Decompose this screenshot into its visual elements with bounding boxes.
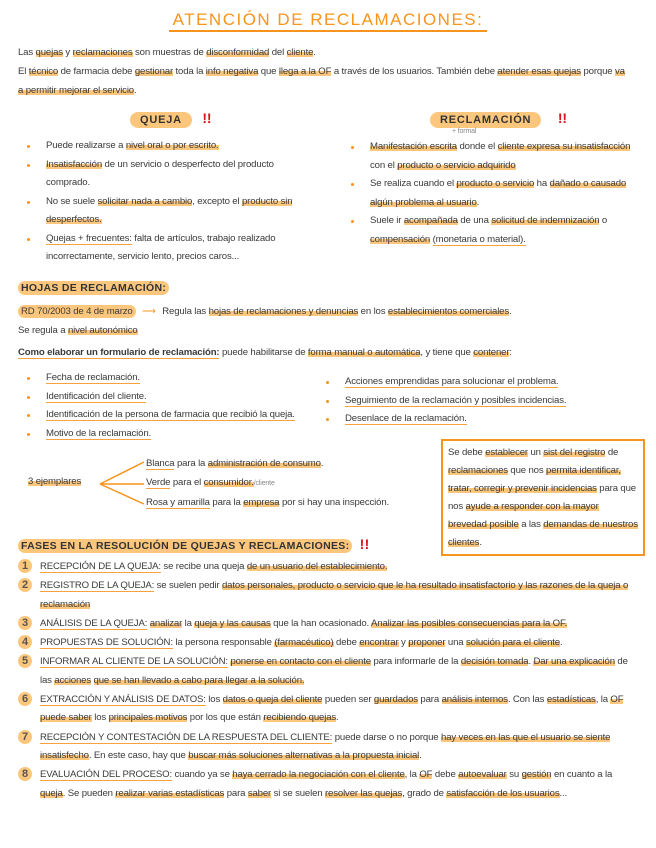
list-item [24, 193, 309, 230]
list-item [323, 410, 643, 429]
highlighted-text: producto o servicio adquirido [397, 159, 516, 171]
text-segment: . [419, 749, 422, 761]
text-segment: para [417, 694, 442, 706]
highlighted-text: empresa [243, 497, 280, 508]
list-item [348, 212, 633, 249]
step-text [40, 769, 612, 798]
highlighted-text: llega a la OF [278, 66, 332, 77]
underlined-text: Acciones emprendidas para solucionar el problema. [345, 376, 559, 387]
text-segment: se suelen pedir [154, 580, 222, 592]
text-segment: . [313, 47, 316, 58]
text-segment: . [336, 712, 339, 724]
list-item [24, 369, 324, 388]
text-segment: para [224, 787, 248, 799]
highlighted-text: dañado o causado algún problema al usuario [370, 178, 627, 208]
text-segment: su [506, 769, 522, 781]
ejemplar-rosa [146, 493, 436, 512]
highlighted-text: consumidor. [203, 477, 254, 488]
highlighted-text: quejas [35, 47, 63, 58]
text-segment: una [445, 637, 466, 649]
highlighted-text: atender esas quejas [497, 66, 581, 77]
text-segment: , y tiene que [420, 347, 474, 358]
highlighted-text: decisión tomada [460, 656, 529, 668]
ejemplares-list [146, 454, 436, 512]
highlighted-text: haya cerrado la negociación con el cliente [232, 769, 405, 781]
text-segment: Regula las [162, 306, 209, 317]
list-item [24, 425, 324, 444]
highlighted-text: guardados [373, 694, 418, 706]
step-number: 7 [18, 730, 32, 744]
highlighted-text: producto o servicio [456, 178, 535, 189]
highlighted-text: gestión [521, 769, 552, 781]
intro-line [18, 43, 628, 62]
underlined-text: ANÁLISIS DE LA QUEJA: [40, 617, 148, 629]
highlighted-text: ponerse en contacto con el cliente [230, 656, 371, 668]
highlighted-text: solución para el cliente [466, 637, 560, 649]
fases-heading: FASES EN LA RESOLUCIÓN DE QUEJAS Y RECLAMACIONES: !! [18, 536, 370, 552]
text-segment: debe [333, 637, 360, 649]
underlined-text: Desenlace de la reclamación. [345, 413, 467, 424]
text-segment: a través de los usuarios. También debe [331, 66, 498, 77]
underlined-text: EXTRACCIÓN Y ANÁLISIS DE DATOS: [40, 694, 206, 706]
reclamacion-heading [430, 110, 567, 126]
highlighted-text: producto sin desperfectos. [46, 195, 293, 225]
highlighted-text: encontrar [359, 637, 399, 649]
highlighted-text: reclamaciones [448, 465, 508, 476]
highlighted-text: OF puede saber [40, 694, 624, 724]
text-segment: un [527, 447, 544, 458]
text-segment: Se debe [448, 447, 486, 458]
text-segment: . [133, 85, 137, 96]
text-segment: pueden ser [322, 694, 374, 706]
text-segment: , grado de [402, 787, 447, 799]
highlighted-text: queja [40, 787, 63, 799]
text-segment: ... [559, 787, 568, 799]
rd-line [18, 302, 638, 321]
text-segment: de las [40, 656, 628, 686]
underlined-text: RECEPCIÓN DE LA QUEJA: [40, 561, 161, 572]
underlined-text: EVALUACIÓN DEL PROCESO: [40, 769, 172, 781]
ejemplar-blanca [146, 454, 436, 473]
formal-note: + formal [452, 128, 477, 135]
text-segment: puede darse o no porque [332, 731, 442, 743]
highlighted-text: compensación [370, 233, 431, 245]
highlighted-text: analizar [149, 617, 183, 629]
highlighted-text: ayude a responder con la mayor brevedad posible [448, 501, 599, 530]
alert-mark: !! [557, 110, 567, 126]
highlighted-text: establecimientos comerciales [387, 306, 510, 317]
underlined-text: Motivo de la reclamación. [46, 427, 152, 439]
step-text [40, 694, 623, 723]
list-item [24, 137, 309, 156]
underlined-text: Blanca [146, 458, 175, 469]
text-segment: para la [209, 497, 244, 508]
text-segment: para que nos [448, 483, 636, 512]
highlighted-text: OF [419, 769, 433, 781]
highlighted-text: demandas de nuestros clientes [448, 519, 638, 548]
highlighted-text: va a permitir mejorar el servicio [18, 66, 625, 96]
highlighted-text: solicitar nada a cambio [97, 195, 193, 207]
step-text [40, 618, 567, 630]
highlighted-text: saber [247, 787, 272, 799]
text-segment: en cuanto a la [551, 769, 613, 781]
hojas-heading: HOJAS DE RECLAMACIÓN: [18, 282, 169, 294]
text-segment: Puede realizarse a [46, 140, 126, 151]
list-item [24, 230, 309, 267]
underlined-text: Verde [146, 477, 171, 488]
queja-list [24, 137, 309, 267]
phase-step [22, 615, 630, 633]
highlighted-text: principales motivos [108, 712, 188, 724]
text-segment: y [398, 637, 409, 649]
highlighted-text: satisfacción de los usuarios [446, 787, 560, 799]
text-segment: por si hay una inspección. [279, 497, 390, 508]
text-segment: de un servicio o desperfecto del producto comprado. [46, 158, 274, 188]
como-line [18, 343, 638, 362]
pill-text: RD 70/2003 de 4 de marzo [18, 305, 136, 318]
list-item [24, 388, 324, 407]
list-item [348, 175, 633, 212]
highlighted-text: hay veces en las que el usuario se siente insatisfecho [40, 731, 611, 761]
list-item [323, 373, 643, 392]
text-segment: de farmacia debe [58, 66, 135, 77]
highlighted-text: solicitud de indemnización [491, 215, 600, 226]
highlighted-text: acompañada [403, 215, 458, 226]
text-segment: Suele ir [370, 215, 404, 226]
highlighted-text: nivel autonómico [67, 325, 138, 336]
text-segment: , excepto el [192, 195, 242, 207]
reclamacion-label: RECLAMACIÓN [430, 112, 541, 128]
intro [18, 43, 628, 100]
underlined-text: INFORMAR AL CLIENTE DE LA SOLUCIÓN: [40, 656, 228, 668]
text-segment: , la [404, 769, 420, 781]
highlighted-text: autoevaluar [458, 769, 507, 781]
phase-step [22, 691, 630, 728]
text-segment: se recibe una queja [160, 561, 247, 572]
text-segment: que [258, 66, 279, 77]
text-segment: puede habilitarse de [219, 347, 308, 358]
underlined-bold-text: Como elaborar un formulario de reclamación: [18, 347, 220, 358]
fases-steps [0, 558, 630, 804]
step-text [40, 637, 563, 649]
highlighted-text: técnico [28, 66, 59, 77]
text-segment: ha [534, 178, 550, 189]
underlined-text: Identificación de la persona de farmacia que recibió la queja. [46, 409, 295, 420]
text-segment: del [269, 47, 287, 58]
rd-reference [18, 305, 136, 318]
text-segment: por los que están [187, 712, 264, 724]
highlighted-text: proponer [408, 637, 446, 649]
text-segment: . Con las [507, 694, 547, 706]
text-segment: para la [174, 458, 208, 469]
highlighted-text: establecer [485, 447, 528, 458]
text-segment: . [509, 306, 512, 317]
highlighted-text: datos personales, producto o servicio que le ha resultado insatisfactorio y las razones de la queja o reclamación [40, 580, 629, 610]
underlined-text: Seguimiento de la reclamación y posibles incidencias. [345, 394, 567, 406]
reclamacion-list [348, 138, 633, 249]
step-number: 5 [18, 654, 32, 668]
text-segment: . [479, 537, 482, 548]
text-segment: . [320, 458, 324, 469]
phase-step [22, 766, 630, 803]
rd-description [162, 306, 511, 317]
text-segment: . [528, 656, 534, 668]
text-segment: . [476, 196, 480, 208]
highlighted-text: reclamaciones [72, 47, 133, 58]
step-number: 4 [18, 635, 32, 649]
highlighted-text: estadísticas [546, 694, 596, 706]
highlighted-text: Dar una explicación [533, 656, 615, 668]
highlighted-text: recibiendo quejas [263, 712, 337, 724]
text-segment: falta de artículos, trabajo realizado incorrectamente, servicio lento, precios caros... [46, 232, 276, 262]
text-segment: de [605, 447, 619, 458]
page-title: ATENCIÓN DE RECLAMACIONES: [0, 10, 656, 30]
queja-label: QUEJA [130, 112, 192, 128]
text-segment: No se suele [46, 195, 98, 207]
underlined-text: Rosa y amarilla [146, 497, 210, 508]
text-segment: Se regula a [18, 325, 68, 336]
underlined-text: Identificación del cliente. [46, 390, 147, 402]
step-number: 6 [18, 692, 32, 706]
highlighted-text: que se han llevado a cabo para llegar a la solución. [93, 674, 305, 686]
text-segment: la [182, 617, 195, 629]
text-segment: , la [595, 694, 611, 706]
cliente-note: /cliente [253, 480, 275, 487]
highlighted-text: realizar varias estadísticas [115, 787, 225, 799]
list-item [24, 406, 324, 425]
step-text [40, 732, 610, 761]
alert-mark: !! [202, 110, 212, 126]
underlined-text: (monetaria o material). [432, 233, 526, 245]
arrow-icon: ⟶ [142, 306, 156, 317]
text-segment: a las [518, 519, 544, 530]
text-segment: porque [580, 66, 615, 77]
highlighted-text: Analizar las posibles consecuencias para la OF. [371, 617, 568, 629]
list-item [323, 392, 643, 411]
highlighted-text: análisis internos [441, 694, 508, 706]
text-segment: . En este caso, hay que [88, 749, 189, 761]
highlighted-text: permita identificar, tratar, corregir y prevenir incidencias [448, 465, 621, 494]
underlined-text: REGISTRO DE LA QUEJA: [40, 580, 155, 592]
phase-step [22, 558, 630, 576]
text-segment: . [560, 637, 563, 649]
regula-line [18, 321, 138, 340]
phase-step [22, 634, 630, 652]
phase-step [22, 653, 630, 690]
text-segment: cuando ya se [171, 769, 233, 781]
contenido-left-list [24, 369, 324, 443]
highlighted-text: Manifestación escrita [370, 141, 457, 152]
text-segment: toda la [173, 66, 206, 77]
highlighted-text: hojas de reclamaciones y denuncias [208, 306, 359, 317]
contenido-right-list [323, 373, 643, 429]
text-segment: los [91, 712, 109, 724]
step-text [40, 561, 387, 573]
highlighted-text: resolver las quejas [325, 787, 403, 799]
underlined-text: PROPUESTAS DE SOLUCIÓN: [40, 637, 173, 649]
text-segment: El [18, 66, 29, 77]
step-text [40, 580, 628, 609]
step-number: 2 [18, 578, 32, 592]
intro-line [18, 62, 628, 100]
highlighted-text: (farmacéutico) [274, 637, 334, 649]
highlighted-text: acciones [54, 674, 92, 686]
underlined-text: Quejas + frecuentes: [46, 232, 132, 244]
list-item [24, 156, 309, 193]
text-segment: y [62, 47, 73, 58]
highlighted-text: sist del registro [543, 447, 606, 458]
underlined-text: RECEPCIÓN Y CONTESTACIÓN DE LA RESPUESTA DEL CLIENTE: [40, 731, 333, 743]
step-number: 3 [18, 616, 32, 630]
highlighted-text: cliente expresa su insatisfacción [497, 141, 631, 152]
queja-heading [130, 110, 211, 126]
branch-lines [98, 456, 148, 512]
phase-step [22, 729, 630, 766]
highlighted-text: administración de consumo [207, 458, 321, 469]
highlighted-text: queja y las causas [194, 617, 271, 629]
step-number: 8 [18, 767, 32, 781]
step-number: 1 [18, 559, 32, 573]
highlighted-text: info negativa [205, 66, 259, 77]
highlighted-text: datos o queja del cliente [222, 694, 323, 706]
highlighted-text: forma manual o automática [307, 347, 421, 358]
text-segment: : [509, 347, 512, 358]
highlighted-text: cliente [286, 47, 314, 58]
text-segment: que la han ocasionado. [270, 617, 372, 629]
registro-note-box [441, 439, 645, 556]
text-segment: que nos [507, 465, 547, 476]
highlighted-text: nivel oral o por escrito. [125, 140, 219, 151]
highlighted-text: contener [473, 347, 510, 358]
highlighted-text: disconformidad [206, 47, 270, 58]
text-segment: debe [432, 769, 459, 781]
text-segment: para informarle de la [370, 656, 461, 668]
text-segment: para el [170, 477, 204, 488]
list-item [348, 138, 633, 175]
phase-step [22, 577, 630, 614]
highlighted-text: Insatisfacción [46, 158, 103, 170]
highlighted-text: gestionar [134, 66, 173, 77]
alert-mark: !! [359, 536, 370, 552]
text-segment: los [205, 694, 223, 706]
text-segment: . Se pueden [62, 787, 116, 799]
ejemplares-label: 3 ejemplares [28, 476, 82, 487]
step-text [40, 656, 628, 685]
text-segment: son muestras de [132, 47, 207, 58]
text-segment: con el [370, 159, 398, 171]
ejemplar-verde [146, 473, 436, 493]
underlined-text: Fecha de reclamación. [46, 372, 140, 383]
highlighted-text: de un usuario del establecimiento. [246, 561, 388, 572]
text-segment: Las [18, 47, 36, 58]
highlighted-text: buscar más soluciones alternativas a la propuesta inicial [188, 749, 420, 761]
text-segment: Se realiza cuando el [370, 178, 457, 189]
text-segment: de una [457, 215, 492, 226]
text-segment: o [599, 215, 608, 226]
text-segment: si se suelen [271, 787, 325, 799]
text-segment: donde el [456, 141, 498, 152]
text-segment: en los [358, 306, 388, 317]
text-segment: la persona responsable [172, 637, 275, 649]
